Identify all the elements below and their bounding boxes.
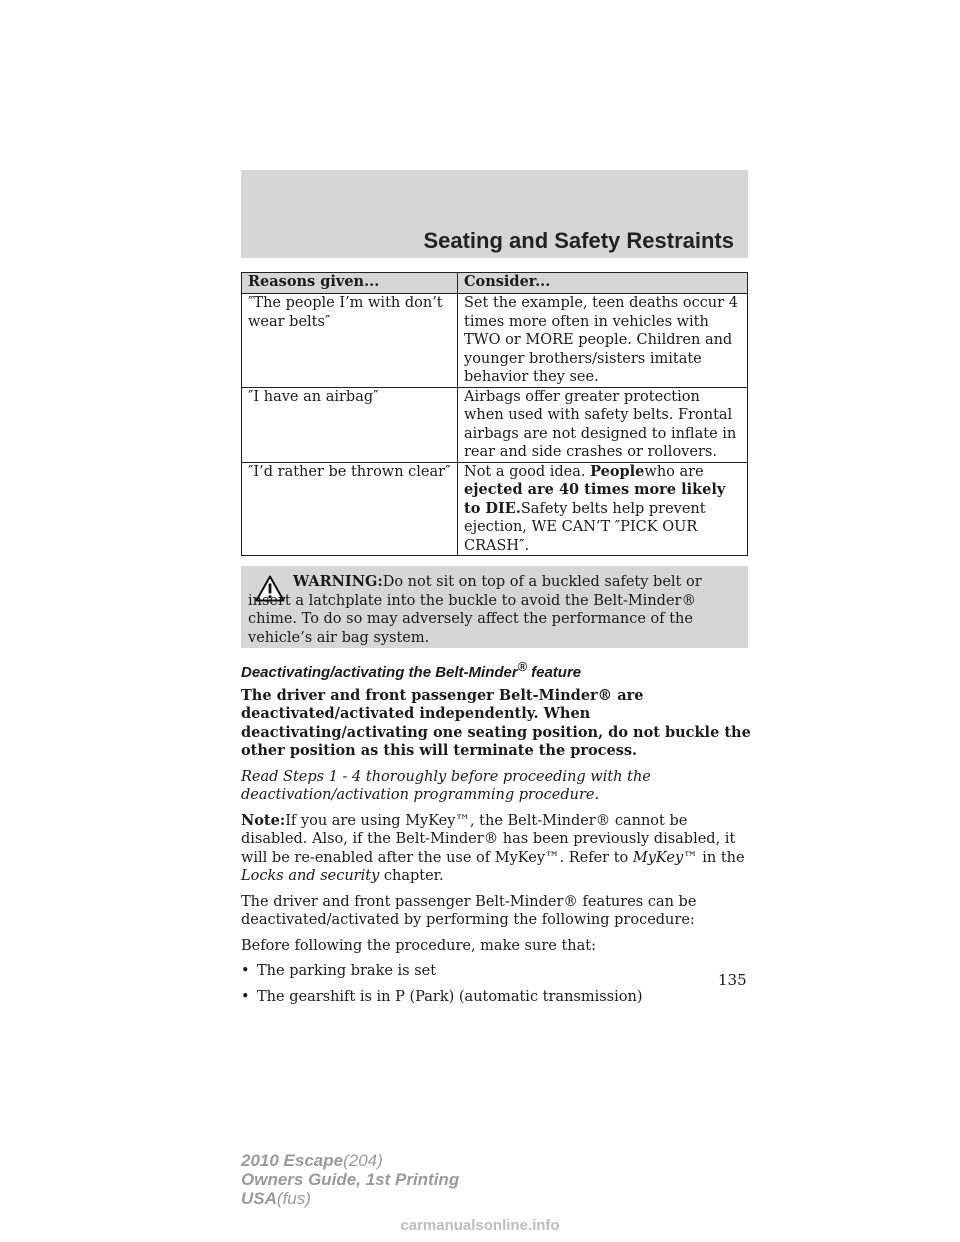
before-paragraph: Before following the procedure, make sure that:	[241, 937, 596, 954]
table-row	[242, 294, 748, 388]
bold-paragraph: The driver and front passenger Belt-Minder® are deactivated/activated independently. When deactivating/activating one seating position, do not buckle the other position as this will terminate the process.	[241, 686, 751, 759]
table-cell-reason: ″I have an airbag″	[242, 387, 458, 462]
footer-market: USA	[241, 1189, 277, 1208]
note-text: in the	[697, 849, 745, 866]
registered-mark: ®	[517, 660, 527, 674]
note-label: Note:	[241, 811, 286, 829]
note-text: If you are using MyKey™, the Belt-Minder® cannot be disabled. Also, if the Belt-Minder® has been previously disabled, it will be re-enabled after the use of MyKey™. Refer to	[241, 812, 736, 866]
main-content	[241, 658, 751, 1013]
table-header-reasons: Reasons given...	[242, 273, 458, 294]
footer	[241, 1151, 459, 1208]
procedure-paragraph: The driver and front passenger Belt-Minder® features can be deactivated/activated by performing the following procedure:	[241, 893, 697, 928]
table-header-consider: Consider...	[458, 273, 748, 294]
bullet-icon: •	[241, 988, 250, 1005]
consider-text: Not a good idea.	[464, 463, 591, 480]
section-heading	[241, 658, 751, 683]
heading-text: Deactivating/activating the Belt-Minder	[241, 664, 518, 681]
footer-line: Owners Guide, 1st Printing	[241, 1170, 460, 1189]
warning-label: WARNING:	[293, 573, 383, 590]
footer-model: 2010 Escape	[241, 1151, 344, 1170]
table-cell-consider	[458, 462, 748, 556]
table-cell-reason: ″The people I’m with don’t wear belts″	[242, 294, 458, 388]
list-item	[241, 962, 751, 981]
warning-box	[241, 566, 748, 648]
list-item-text: The gearshift is in P (Park) (automatic transmission)	[257, 988, 643, 1005]
warning-text	[248, 573, 742, 647]
consider-text: Safety belts help prevent ejection, WE CAN’T ″PICK OUR CRASH″.	[464, 500, 706, 554]
table-cell-consider: Airbags offer greater protection when used with safety belts. Frontal airbags are not designed to inflate in rear and side crashes or rollovers.	[458, 387, 748, 462]
table-cell-consider: Set the example, teen deaths occur 4 times more often in vehicles with TWO or MORE people. Children and younger brothers/sisters imitate behavior they see.	[458, 294, 748, 388]
footer-code: (204)	[343, 1151, 383, 1170]
note-paragraph	[241, 812, 751, 886]
list-item	[241, 988, 751, 1007]
footer-line	[241, 1151, 459, 1170]
chapter-title: Seating and Safety Restraints	[423, 228, 734, 253]
chapter-header-band	[241, 170, 748, 258]
footer-line	[241, 1189, 459, 1208]
watermark: carmanualsonline.info	[400, 1217, 560, 1234]
note-chapter-ref: Locks and security	[241, 868, 380, 884]
italic-paragraph: Read Steps 1 - 4 thoroughly before proceeding with the deactivation/activation programming procedure.	[241, 768, 651, 803]
reasons-table	[241, 272, 748, 556]
page-number: 135	[718, 971, 747, 989]
list-item-text: The parking brake is set	[257, 963, 437, 979]
heading-text: feature	[526, 664, 582, 681]
table-row	[242, 462, 748, 556]
consider-text: who are	[644, 463, 704, 480]
footer-code: (fus)	[276, 1189, 311, 1208]
consider-bold: People	[590, 462, 645, 480]
note-text: chapter.	[379, 868, 444, 884]
table-cell-reason: ″I’d rather be thrown clear″	[242, 462, 458, 556]
warning-body: Do not sit on top of a buckled safety belt or insert a latchplate into the buckle to avoid the Belt-Minder® chime. To do so may adversely affect the performance of the vehicle’s air bag system.	[248, 574, 702, 646]
table-header-row	[242, 273, 748, 294]
consider-bold: ejected are 40 times more likely to DIE.	[464, 481, 726, 517]
table-row	[242, 387, 748, 462]
note-mykey-ref: MyKey™	[632, 849, 698, 866]
bullet-icon: •	[241, 963, 250, 979]
